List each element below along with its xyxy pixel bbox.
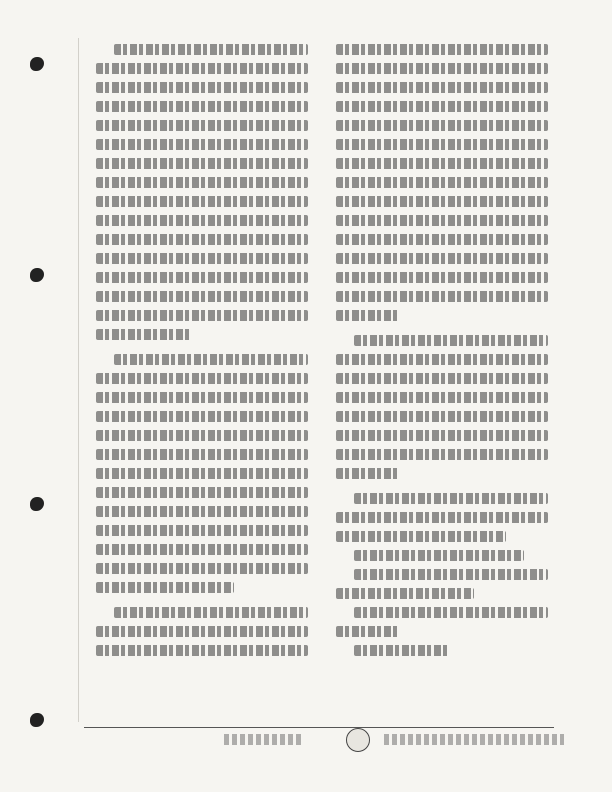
footer-text [384, 734, 564, 745]
margin-mark [30, 713, 44, 727]
left-column [90, 44, 310, 670]
margin-mark [30, 57, 44, 71]
page-footer [84, 727, 554, 758]
margin-mark [30, 497, 44, 511]
page-number-badge [346, 728, 370, 752]
margin-mark [30, 268, 44, 282]
paragraph [96, 354, 308, 593]
paragraph [336, 335, 548, 479]
footer-text [224, 734, 304, 745]
paragraph [336, 44, 548, 321]
paragraph [96, 607, 308, 656]
right-column [330, 44, 550, 670]
paragraph [336, 493, 548, 656]
paragraph [96, 44, 308, 340]
